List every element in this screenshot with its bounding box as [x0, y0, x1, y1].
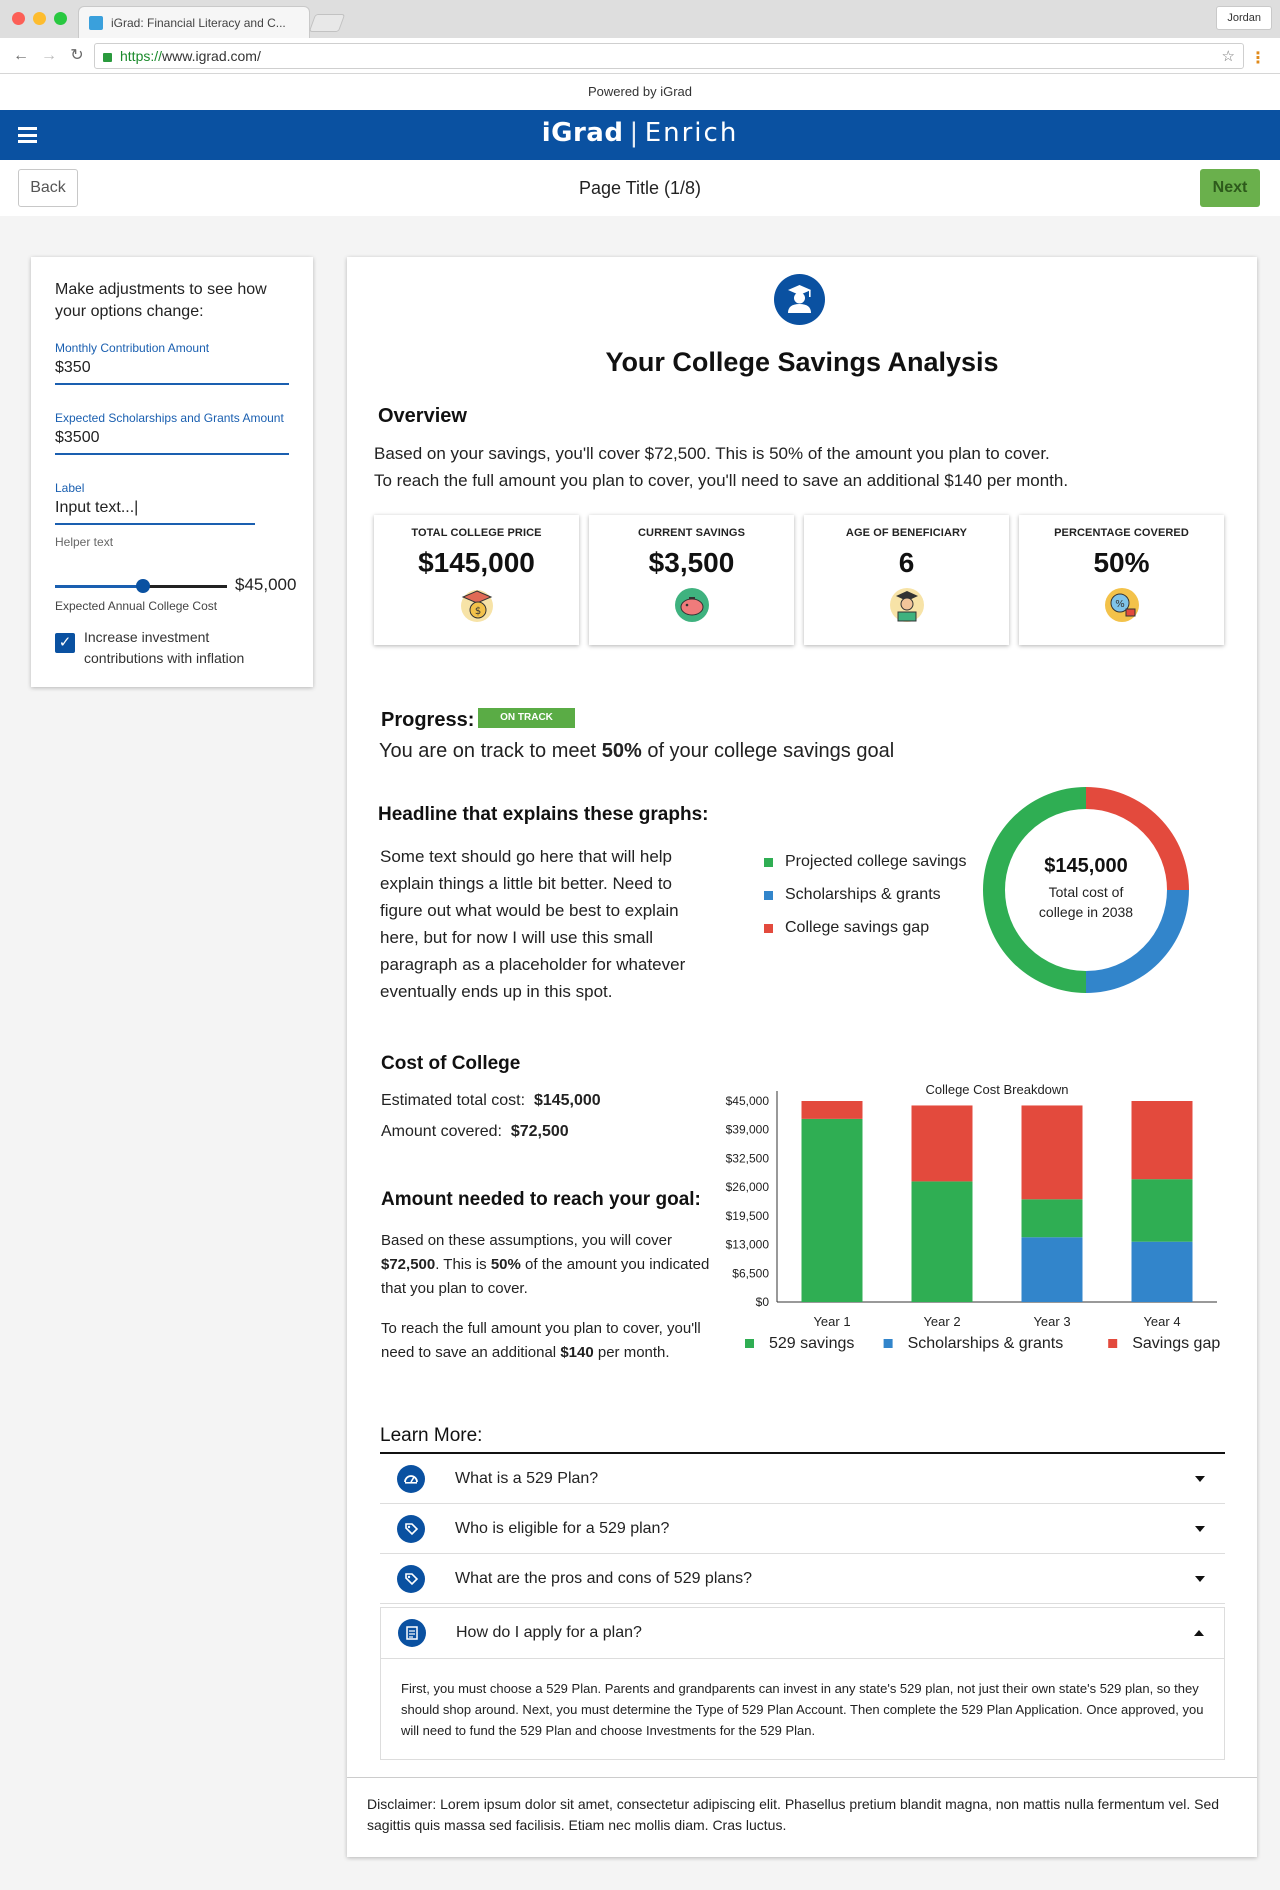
accordion-label: Who is eligible for a 529 plan?: [455, 1519, 670, 1537]
chevron-up-icon[interactable]: [1194, 1630, 1204, 1636]
analysis-title: Your College Savings Analysis: [605, 347, 999, 377]
goal-text-g: $140: [560, 1344, 594, 1361]
bar-segment-scholarships-grants: [1022, 1237, 1083, 1302]
accordion-body: First, you must choose a 529 Plan. Parents and grandparents can invest in any state's 529 plan, not just their own state's 529 plan, so they should shop around. Next, you must determine the Type of 529 Plan Account. Then complete the 529 Plan Application. Once approved, you will need to fund the 529 Plan and choose Investments for the 529 Plan.: [380, 1658, 1225, 1760]
brand-bar: [0, 110, 1280, 160]
y-tick-label: $0: [755, 1295, 769, 1309]
bar-segment-scholarships-grants: [1132, 1242, 1193, 1302]
generic-input[interactable]: Input text...|: [55, 499, 255, 525]
logo-enrich: Enrich: [644, 118, 739, 148]
accordion-label: How do I apply for a plan?: [456, 1624, 642, 1641]
scholarship-label: Expected Scholarships and Grants Amount: [55, 411, 284, 425]
amount-covered-label: Amount covered:: [381, 1123, 502, 1140]
browser-tab[interactable]: [78, 6, 310, 38]
progress-text-pre: You are on track to meet: [379, 740, 602, 762]
analysis-card: [347, 257, 1257, 1857]
inflation-checkbox-label: Increase investment contributions with inflation: [84, 629, 245, 666]
x-tick-label: Year 2: [923, 1314, 961, 1329]
legend-swatch: [745, 1339, 754, 1348]
url-text: www.igrad.com/: [162, 48, 261, 64]
goal-text-e: of the amount you indicated that you plan to cover.: [381, 1256, 710, 1297]
accordion-item-what-is-529[interactable]: [380, 1454, 1225, 1504]
helper-text: Helper text: [55, 535, 114, 549]
address-bar[interactable]: [94, 43, 1244, 69]
stat-label: AGE OF BENEFICIARY: [845, 527, 968, 539]
maximize-window-icon[interactable]: [54, 12, 67, 25]
progress-text: [379, 740, 894, 763]
accordion-item-eligibility[interactable]: [380, 1504, 1225, 1554]
close-window-icon[interactable]: [12, 12, 25, 25]
stat-card-total-price: [374, 515, 579, 645]
powered-by: Powered by iGrad: [0, 74, 1280, 110]
y-tick-label: $45,000: [725, 1094, 769, 1108]
stat-card-current-savings: [589, 515, 794, 645]
bar-segment-529-savings: [802, 1119, 863, 1302]
goal-text-h: per month.: [593, 1344, 670, 1361]
chevron-down-icon[interactable]: [1195, 1476, 1205, 1482]
progress-heading: Progress:: [381, 709, 475, 731]
stat-label: CURRENT SAVINGS: [637, 527, 746, 539]
legend-swatch: [764, 924, 773, 933]
donut-legend-item: [764, 853, 966, 871]
amount-covered-line: [381, 1123, 569, 1141]
back-button[interactable]: Back: [18, 169, 78, 207]
igrad-enrich-logo: [0, 118, 1280, 148]
legend-label: Projected college savings: [785, 853, 967, 870]
y-tick-label: $39,000: [725, 1122, 769, 1137]
scholarship-field[interactable]: [55, 411, 289, 455]
overview-line-1: Based on your savings, you'll cover $72,500. This is 50% of the amount you plan to cover.: [374, 444, 1050, 463]
chevron-down-icon[interactable]: [1195, 1576, 1205, 1582]
goal-paragraph-2: [381, 1317, 711, 1365]
legend-label: Savings gap: [1132, 1335, 1221, 1352]
graduation-money-icon: [457, 585, 497, 625]
estimated-cost-label: Estimated total cost:: [381, 1092, 526, 1109]
legend-label: Scholarships & grants: [785, 886, 941, 903]
x-tick-label: Year 4: [1143, 1314, 1181, 1329]
accordion-item-pros-cons[interactable]: [380, 1554, 1225, 1604]
reload-icon[interactable]: ↻: [70, 47, 84, 64]
bar-segment-529-savings: [1132, 1179, 1193, 1242]
accordion-label: What are the pros and cons of 529 plans?: [455, 1569, 753, 1587]
y-tick-label: $26,000: [725, 1180, 769, 1195]
stat-value: $145,000: [418, 547, 535, 578]
browser-chrome: [0, 0, 1280, 74]
legend-swatch: [884, 1339, 893, 1348]
donut-caption-1: Total cost of: [1048, 884, 1124, 900]
bookmark-star-icon[interactable]: ☆: [1221, 48, 1235, 65]
bar-segment-savings-gap: [1022, 1105, 1083, 1199]
forward-arrow-icon[interactable]: →: [41, 47, 57, 64]
inflation-checkbox[interactable]: ✓: [55, 633, 75, 653]
adjustments-title: Make adjustments to see how your options change:: [55, 281, 267, 320]
stat-card-age: [804, 515, 1009, 645]
piggy-bank-icon: [672, 585, 712, 625]
page-title: Page Title (1/8): [578, 178, 702, 198]
lock-icon: [103, 53, 112, 62]
y-tick-label: $6,500: [732, 1266, 769, 1281]
graduate-avatar-icon: [774, 274, 825, 325]
learn-more-heading: Learn More:: [380, 1425, 483, 1446]
goal-text-d: 50%: [490, 1256, 521, 1273]
on-track-badge: ON TRACK: [478, 708, 575, 728]
scholarship-input[interactable]: $3500: [55, 429, 289, 455]
tab-title: iGrad: Financial Literacy and C...: [111, 15, 286, 30]
svg-text:$: $: [474, 606, 481, 617]
next-button[interactable]: Next: [1200, 169, 1260, 207]
logo-igrad: iGrad: [541, 118, 624, 148]
goal-text-b: $72,500: [381, 1256, 436, 1273]
goal-heading: Amount needed to reach your goal:: [381, 1189, 701, 1210]
page-nav-bar: [0, 160, 1280, 216]
legend-label: Scholarships & grants: [907, 1335, 1064, 1352]
donut-center: [981, 855, 1191, 922]
stat-value: 50%: [1093, 547, 1150, 578]
goal-text-f: To reach the full amount you plan to cover, you'll need to save an additional: [381, 1320, 701, 1361]
slider-fill: [55, 585, 143, 588]
generic-field[interactable]: [55, 481, 289, 549]
cost-heading: Cost of College: [381, 1053, 521, 1074]
donut-value: $145,000: [1044, 855, 1128, 877]
document-icon: [398, 1619, 426, 1647]
percent-coin-icon: [1102, 585, 1142, 625]
minimize-window-icon[interactable]: [33, 12, 46, 25]
inflation-checkbox-row[interactable]: [55, 627, 289, 669]
progress-text-bold: 50%: [601, 740, 642, 762]
graphs-text: Some text should go here that will help explain things a little bit better. Need to figure out what would be best to explain here, but for now I will use this small paragraph as a placeholder for whatever eventually ends up in this spot.: [380, 847, 686, 1001]
goal-text-c: . This is: [435, 1256, 491, 1273]
college-cost-bar-chart: [707, 1057, 1227, 1357]
estimated-cost-value: $145,000: [533, 1092, 601, 1109]
tag-icon: [397, 1515, 425, 1543]
tag-icon: [397, 1565, 425, 1593]
donut-legend: [764, 853, 966, 952]
bar-segment-529-savings: [912, 1181, 973, 1302]
monthly-contribution-field[interactable]: [55, 341, 289, 385]
logo-separator: |: [629, 118, 639, 148]
goal-paragraph-1: [381, 1229, 711, 1301]
url-scheme: https://: [120, 48, 163, 64]
disclaimer: Disclaimer: Lorem ipsum dolor sit amet, consectetur adipiscing elit. Phasellus pretium blandit magna, non mattis nulla fermentum vel. Sed sagittis quis massa sed facilisis. Etiam nec mollis diam. Cras luctus.: [347, 1777, 1257, 1857]
amount-covered-value: $72,500: [510, 1123, 569, 1140]
svg-text:%: %: [1114, 599, 1125, 610]
college-cost-slider[interactable]: [55, 571, 297, 601]
legend-label: 529 savings: [769, 1335, 855, 1352]
slider-thumb[interactable]: [136, 579, 150, 593]
chart-title: College Cost Breakdown: [925, 1082, 1069, 1097]
legend-swatch: [1108, 1339, 1117, 1348]
favicon-icon: [89, 16, 103, 30]
generic-label: Label: [55, 481, 85, 495]
tab-strip: [0, 0, 1280, 38]
progress-text-post: of your college savings goal: [641, 740, 895, 762]
monthly-contribution-label: Monthly Contribution Amount: [55, 341, 210, 355]
slider-label: Expected Annual College Cost: [55, 599, 218, 613]
estimated-cost-line: [381, 1092, 601, 1110]
legend-swatch: [764, 891, 773, 900]
legend-swatch: [764, 858, 773, 867]
graduate-student-icon: [887, 585, 927, 625]
overview-line-2: To reach the full amount you plan to cover, you'll need to save an additional $140 per month.: [374, 471, 1069, 490]
new-tab-button[interactable]: [309, 14, 346, 32]
stat-value: $3,500: [648, 547, 735, 578]
accordion-label: What is a 529 Plan?: [455, 1469, 599, 1487]
donut-legend-item: [764, 919, 966, 937]
stat-value: 6: [898, 547, 915, 578]
stat-label: PERCENTAGE COVERED: [1054, 527, 1189, 539]
donut-legend-item: [764, 886, 966, 904]
x-tick-label: Year 1: [813, 1314, 851, 1329]
overview-heading: Overview: [378, 405, 467, 427]
bar-segment-savings-gap: [912, 1105, 973, 1181]
monthly-contribution-input[interactable]: $350: [55, 359, 289, 385]
window-controls: [12, 12, 67, 25]
x-tick-label: Year 3: [1033, 1314, 1071, 1329]
donut-caption-2: college in 2038: [1038, 904, 1134, 920]
legend-label: College savings gap: [785, 919, 930, 936]
browser-menu-icon[interactable]: ⋮: [1250, 50, 1266, 67]
stat-card-percentage: [1019, 515, 1224, 645]
graphs-heading: Headline that explains these graphs:: [378, 804, 709, 825]
bar-segment-savings-gap: [802, 1101, 863, 1119]
chevron-down-icon[interactable]: [1195, 1526, 1205, 1532]
accordion-item-apply[interactable]: [380, 1607, 1225, 1659]
bar-segment-savings-gap: [1132, 1101, 1193, 1179]
y-tick-label: $13,000: [725, 1237, 769, 1252]
stat-label: TOTAL COLLEGE PRICE: [411, 527, 542, 539]
y-tick-label: $32,500: [725, 1151, 769, 1166]
overview-text: [374, 440, 1068, 494]
y-tick-label: $19,500: [725, 1208, 769, 1223]
slider-value: $45,000: [235, 575, 297, 594]
back-arrow-icon[interactable]: ←: [13, 47, 29, 64]
profile-button[interactable]: Jordan: [1216, 6, 1272, 30]
speedometer-icon: [397, 1465, 425, 1493]
bar-segment-529-savings: [1022, 1199, 1083, 1237]
goal-text-a: Based on these assumptions, you will cover: [381, 1232, 672, 1249]
adjustments-panel: [31, 257, 313, 687]
